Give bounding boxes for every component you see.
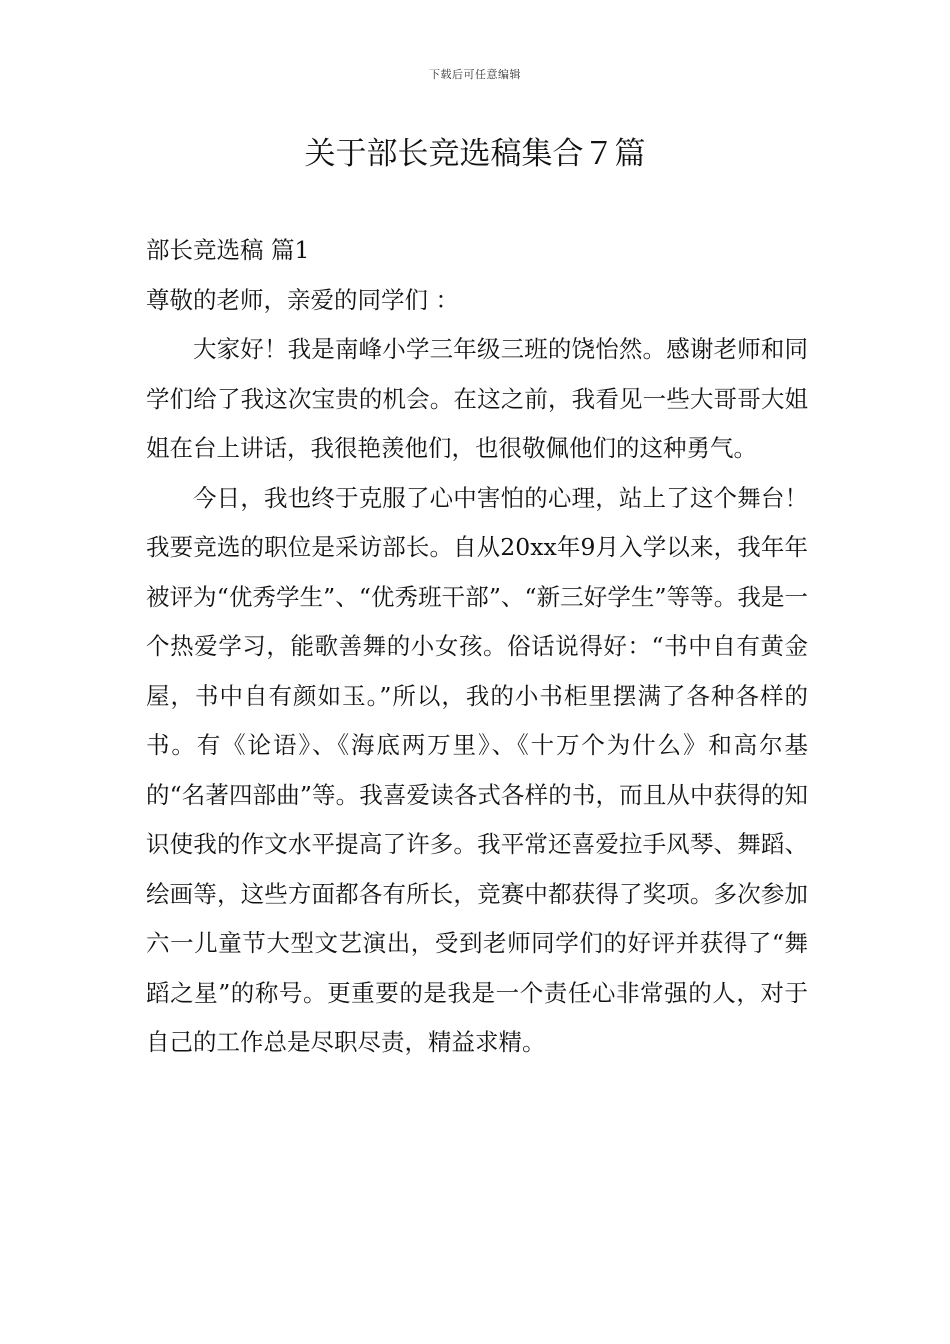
document-body [146,226,808,1068]
section-title: 部长竞选稿 篇1 [146,236,310,264]
header-note: 下载后可任意编辑 [429,68,521,81]
paragraph-1: 大家好！我是南峰小学三年级三班的饶怡然。感谢老师和同学们给了我这次宝贵的机会。在这之前，我看见一些大哥哥大姐姐在台上讲话，我很艳羡他们，也很敬佩他们的这种勇气。 [146,335,808,462]
salutation: 尊敬的老师，亲爱的同学们 ： [146,285,459,314]
paragraph-2: 今日，我也终于克服了心中害怕的心理，站上了这个舞台！我要竞选的职位是采访部长。自从20xx年9月入学以来，我年年被评为“优秀学生”、“优秀班干部”、“新三好学生”等等。我是一个热爱学习，能歌善舞的小女孩。俗话说得好：“书中自有黄金屋，书中自有颜如玉。”所以，我的小书柜里摆满了各种各样的书。有《论语》、《海底两万里》、《十万个为什么》和高尔基的“名著四部曲”等。我喜爱读各式各样的书，而且从中获得的知识使我的作文水平提高了许多。我平常还喜爱拉手风琴、舞蹈、绘画等，这些方面都各有所长，竞赛中都获得了奖项。多次参加六一儿童节大型文艺演出，受到老师同学们的好评并获得了“舞蹈之星”的称号。更重要的是我是一个责任心非常强的人，对于自己的工作总是尽职尽责，精益求精。 [146,483,808,1056]
document-title: 关于部长竞选稿集合７篇 [304,136,646,172]
